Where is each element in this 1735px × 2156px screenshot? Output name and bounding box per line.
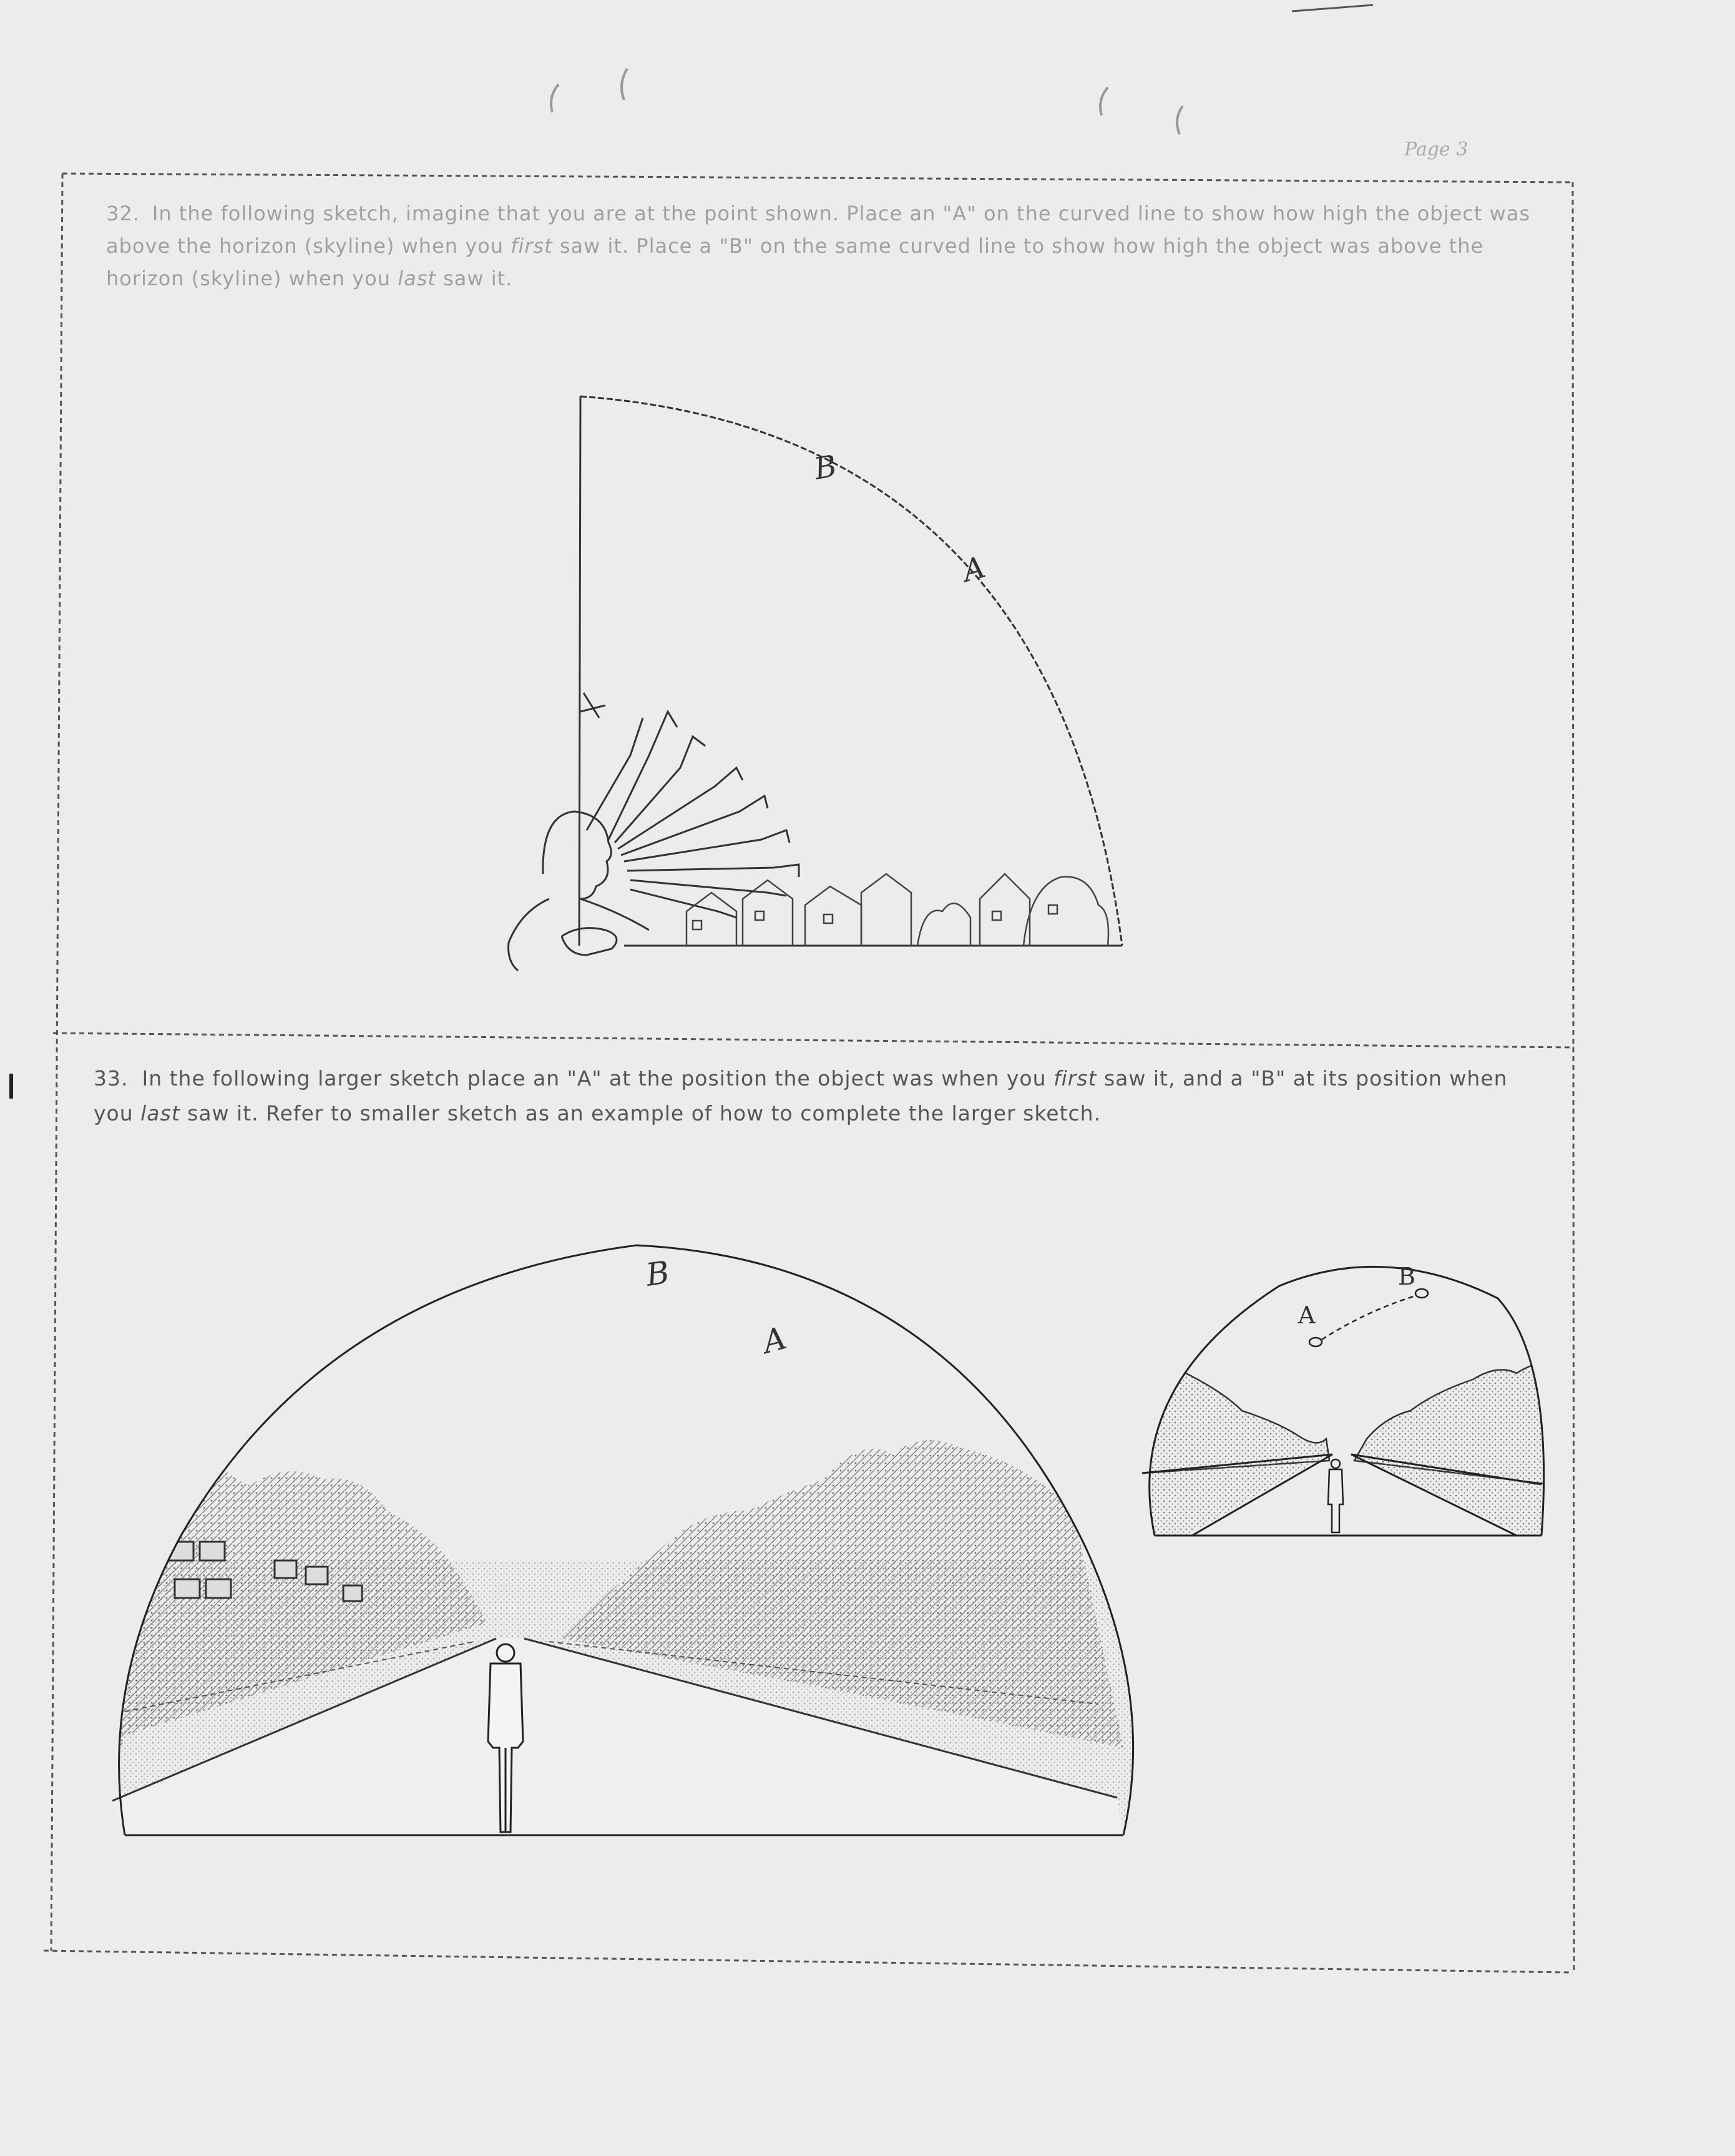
q32-mark-b: B [811,448,839,487]
q33-example-mark-a: A [1298,1301,1316,1329]
question-32-last: last [398,267,436,290]
q33-example-mark-b: B [1398,1263,1415,1290]
q32-mark-a: A [959,549,989,589]
scan-marks [551,5,1373,134]
q32-skyline [687,874,1108,946]
question-33-first: first [1053,1066,1097,1090]
question-32-text-part2: saw it. Place a "B" on the same curved line to show how high the object was above the horizon (skyline) when you [106,234,1484,290]
q33-example-sketch [1142,1263,1560,1536]
q33-example-object-path [1322,1296,1415,1340]
q32-curved-line [580,396,1122,946]
q33-example-left-trees [1142,1357,1329,1473]
question-32-text-part1: In the following sketch, imagine that you are at the point shown. Place an "A" on the curved line to show how high the object was above the horizon (skyline) when you [106,202,1531,258]
q33-large-mark-a: A [759,1320,790,1361]
question-32-number: 32. [106,202,140,225]
q33-example-object-b [1415,1289,1428,1298]
q32-sketch [509,396,1122,971]
question-33-number: 33. [94,1066,129,1090]
page-number: Page 3 [1404,139,1469,160]
question-33-last: last [140,1101,180,1125]
q33-large-sketch [94,1245,1155,1848]
question-33-text-part3: saw it. Refer to smaller sketch as an example of how to complete the larger sketch. [180,1101,1102,1125]
question-32-text-part3: saw it. [436,267,513,290]
q33-large-mark-b: B [643,1254,672,1293]
q33-example-man [1328,1459,1343,1532]
q32-vertical-line [579,396,580,946]
question-33-text-part2: saw it, and a "B" at its position when you [94,1066,1508,1125]
q33-example-object-a [1309,1338,1322,1346]
question-33-text-part1: In the following larger sketch place an "A" at the position the object was when you [142,1066,1053,1090]
q32-observer [509,693,799,971]
question-32-first: first [511,234,553,258]
